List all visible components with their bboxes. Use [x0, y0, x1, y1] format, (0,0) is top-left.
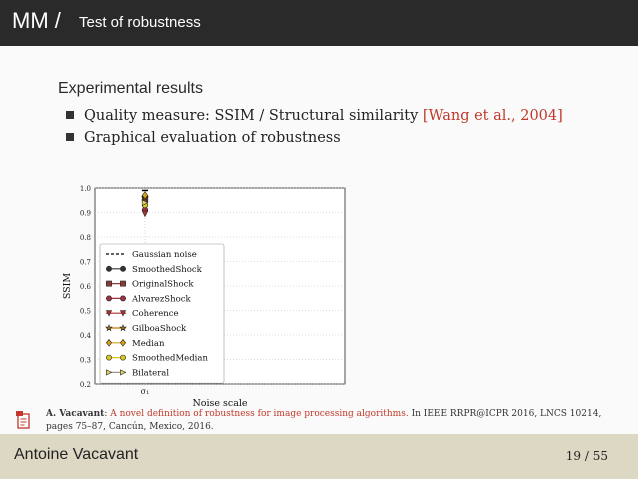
y-tick-label: 0.6 — [79, 283, 91, 291]
legend-label: Coherence — [132, 309, 179, 320]
legend-label: SmoothedShock — [132, 264, 202, 275]
legend-label: AlvarezShock — [132, 294, 191, 305]
legend-marker — [106, 355, 111, 360]
slide-footer — [0, 434, 638, 479]
reference-title[interactable]: A novel definition of robustness for image processing algorithms. — [110, 409, 409, 419]
x-tick-label: σ₁ — [140, 387, 150, 396]
legend-label: OriginalShock — [132, 279, 194, 290]
document-reference-icon — [15, 410, 33, 430]
citation-link[interactable]: [Wang et al., 2004] — [422, 108, 563, 124]
legend-label: SmoothedMedian — [132, 353, 208, 364]
page-number: 19 / 55 — [565, 449, 608, 463]
y-tick-label: 0.2 — [79, 381, 91, 389]
section-title: Experimental results — [58, 80, 203, 97]
legend-marker — [120, 296, 125, 301]
footer-author: Antoine Vacavant — [14, 446, 139, 463]
y-tick-label: 0.9 — [79, 209, 91, 218]
bullet-text: Quality measure: SSIM / Structural similarity — [84, 108, 423, 124]
legend-marker — [120, 266, 125, 271]
y-tick-label: 0.3 — [79, 356, 91, 365]
reference-note: A. Vacavant: A novel definition of robustness for image processing algorithms. In IEEE RRPR@ICPR 2016, LNCS 10214, pages 75–87, Cancún, Mexico, 2016. — [46, 409, 602, 432]
y-tick-label: 0.7 — [79, 258, 91, 267]
reference-details: In IEEE RRPR@ICPR 2016, LNCS 10214, pages 75–87, Cancún, Mexico, 2016. — [46, 409, 602, 432]
legend-marker — [106, 296, 111, 301]
bullet-text: Graphical evaluation of robustness — [84, 130, 341, 146]
legend-marker — [120, 355, 125, 360]
legend-marker — [106, 281, 111, 286]
x-axis-label: Noise scale — [192, 398, 248, 409]
y-axis-label: SSIM — [62, 272, 73, 300]
y-tick-label: 0.5 — [79, 307, 91, 316]
y-tick-label: 0.8 — [79, 234, 91, 242]
legend-marker — [106, 266, 111, 271]
legend-label: Gaussian noise — [132, 250, 197, 260]
y-tick-label: 1.0 — [79, 185, 91, 193]
y-tick-label: 0.4 — [79, 332, 91, 340]
slide-subtitle: Test of robustness — [79, 14, 201, 31]
legend-label: Median — [132, 338, 165, 349]
legend-label: Bilateral — [132, 368, 170, 379]
legend-label: GilboaShock — [132, 324, 187, 334]
legend-marker — [120, 281, 125, 286]
section-name: MM / — [12, 8, 61, 33]
reference-author: A. Vacavant — [46, 409, 105, 419]
